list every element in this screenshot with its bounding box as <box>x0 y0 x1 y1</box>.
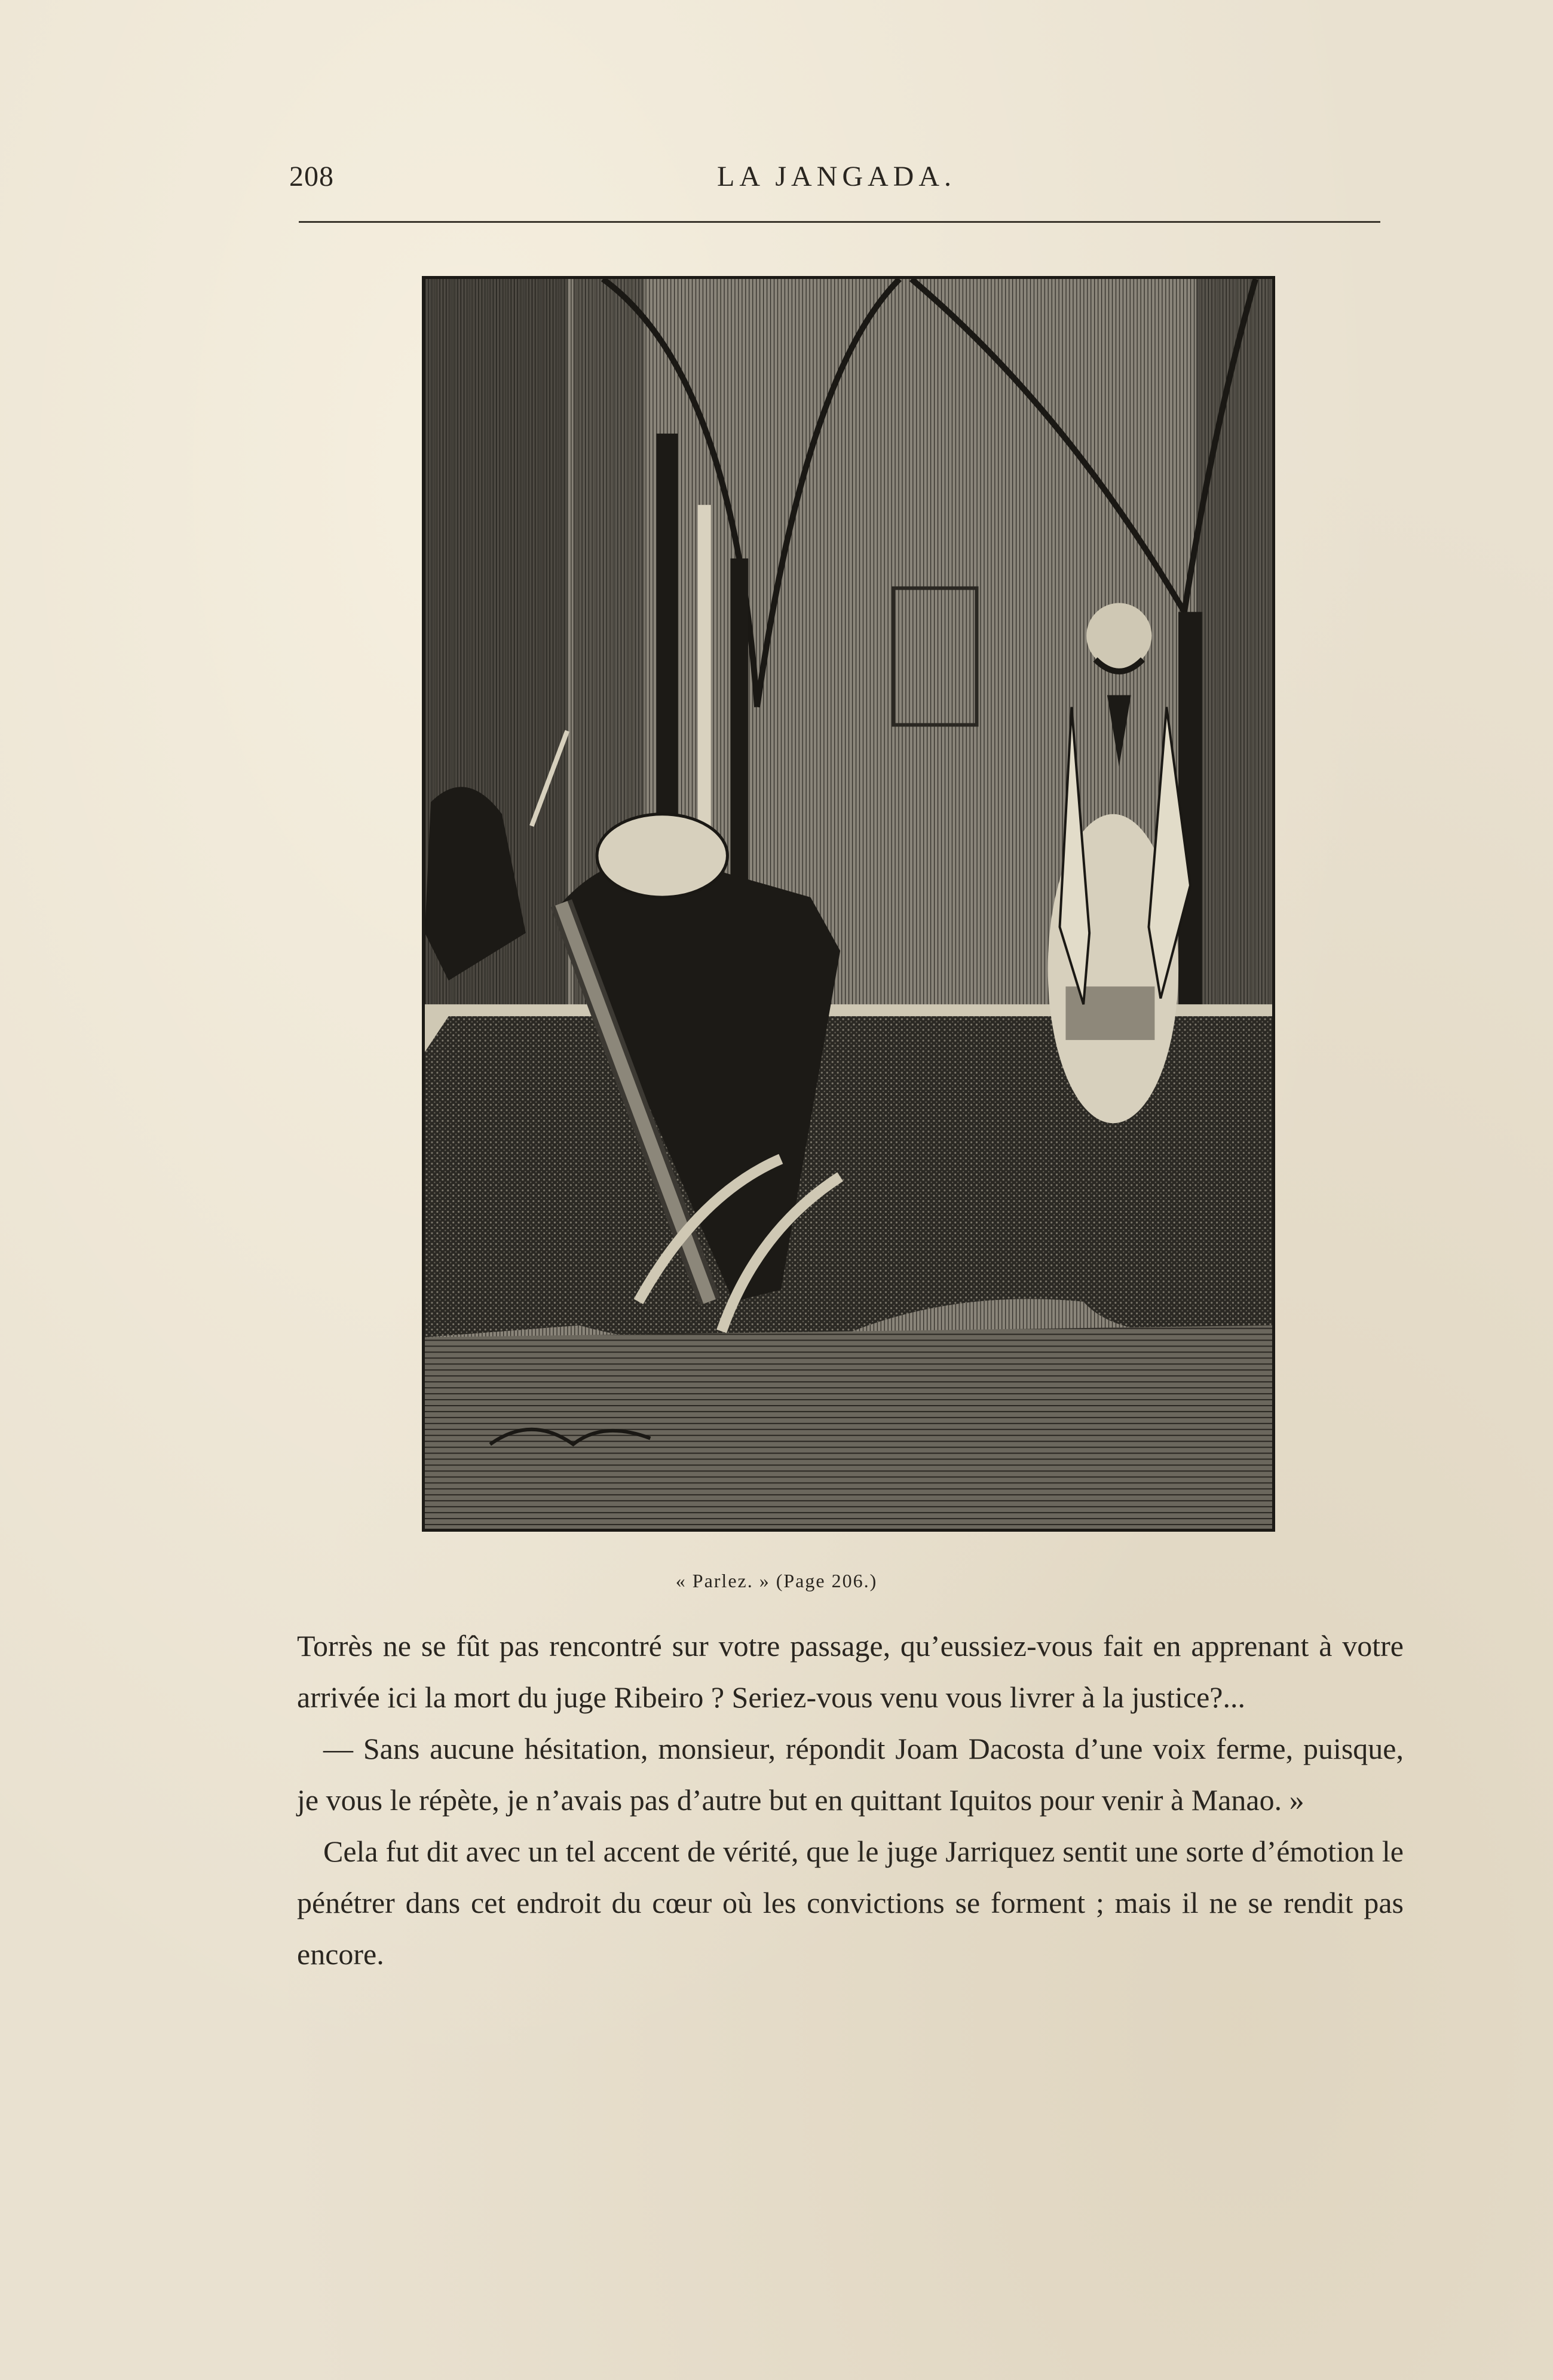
illustration-caption: « Parlez. » (Page 206.) <box>675 1570 878 1591</box>
engraving-illustration <box>422 276 1275 1532</box>
header-rule <box>299 221 1380 223</box>
paragraph: Torrès ne se fût pas rencontré sur votre passage, qu’eussiez-vous fait en apprenant à votre arrivée ici la mort du juge Ribeiro ? Seriez-vous venu vous livrer à la justice?... <box>297 1629 1404 1714</box>
engraving-scene <box>425 279 1272 1529</box>
body-text <box>297 1620 1404 1980</box>
page-number: 208 <box>289 161 334 192</box>
paragraph: Cela fut dit avec un tel accent de vérité, que le juge Jarriquez sentit une sorte d’émotion le pénétrer dans cet endroit du cœur où les convictions se forment ; mais il ne se rendit pas encore. <box>297 1835 1404 1971</box>
running-title: LA JANGADA. <box>717 161 956 192</box>
paragraph: — Sans aucune hésitation, monsieur, répondit Joam Dacosta d’une voix ferme, puisque, je vous le répète, je n’avais pas d’autre but en quittant Iquitos pour venir à Manao. » <box>297 1732 1404 1817</box>
